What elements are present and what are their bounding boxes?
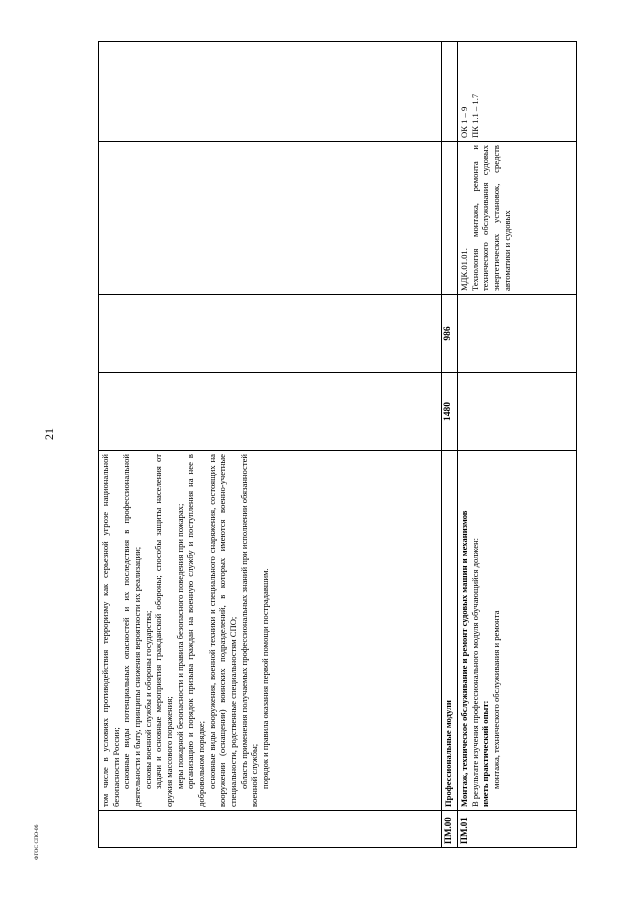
row1-description xyxy=(99,451,442,811)
row2-total: 1480 xyxy=(442,373,458,451)
row2-competencies xyxy=(442,42,458,142)
row1-discipline xyxy=(99,142,442,295)
row3-competency: ОК 1 – 9 xyxy=(459,106,469,138)
row2-title: Профессиональные модули xyxy=(442,451,458,811)
row3-total xyxy=(458,373,577,451)
footer-code: ФГОС СПО-06 xyxy=(34,824,40,860)
row3-mdk-code: МДК.01.01. xyxy=(459,248,469,291)
row3-competency: ПК 1.1 – 1.7 xyxy=(469,93,480,138)
row1-item: задачи и основные мероприятия гражданской обороны; способы защиты населения от оружия массового поражения; xyxy=(153,454,174,807)
row1-intro: том числе в условиях противодействия терроризму как серьезной угрозе национальной безопасности России; xyxy=(100,454,121,807)
row3-practice-label: иметь практический опыт: xyxy=(480,700,491,807)
row2-hours: 986 xyxy=(442,295,458,373)
row3-description xyxy=(458,451,577,811)
table-row xyxy=(99,42,442,848)
row3-competencies xyxy=(458,42,577,142)
row1-item: область применения получаемых профессиональных знаний при исполнении обязанностей военной службы; xyxy=(238,453,260,807)
row1-item: организацию и порядок призыва граждан на военную службу и поступления на нее в добровольном порядке; xyxy=(185,454,206,807)
row1-code xyxy=(99,811,442,848)
row2-discipline xyxy=(442,142,458,295)
row3-line1: В результате изучения профессионального модуля обучающийся должен: xyxy=(469,537,480,807)
row3-discipline xyxy=(458,142,577,295)
table-row xyxy=(458,42,577,848)
row2-code: ПМ.00 xyxy=(442,811,458,848)
row1-total xyxy=(99,373,442,451)
row1-item: основные виды вооружения, военной техники и специального снаряжения, состоящих на вооружении (оснащении) воинских подразделений, в которых имеются военно-учетные специальности, родственные специальностям СПО; xyxy=(206,454,238,807)
row1-hours xyxy=(99,295,442,373)
row1-item: основы военной службы и обороны государства; xyxy=(142,610,153,789)
row3-mdk-title: Технология монтажа, ремонта и технического обслуживания судовых энергетических установок, средств автоматики и судовых xyxy=(469,145,512,291)
table-row xyxy=(442,42,458,848)
row3-title: Монтаж, техническое обслуживание и ремонт судовых машин и механизмов xyxy=(459,510,469,807)
row3-practice-text: монтажа, технического обслуживания и ремонта xyxy=(490,610,501,789)
curriculum-table xyxy=(98,42,576,848)
row1-item: меры пожарной безопасности и правила безопасного поведения при пожарах; xyxy=(174,503,185,789)
row1-item: основные виды потенциальных опасностей и их последствия в профессиональной деятельности и быту, принципы снижения вероятности их реализации; xyxy=(121,454,142,807)
page-number: 21 xyxy=(42,428,56,440)
row1-item: порядок и правила оказания первой помощи пострадавшим. xyxy=(259,568,270,789)
row3-hours xyxy=(458,295,577,373)
row3-code: ПМ.01 xyxy=(458,811,577,848)
row1-competencies xyxy=(99,42,442,142)
